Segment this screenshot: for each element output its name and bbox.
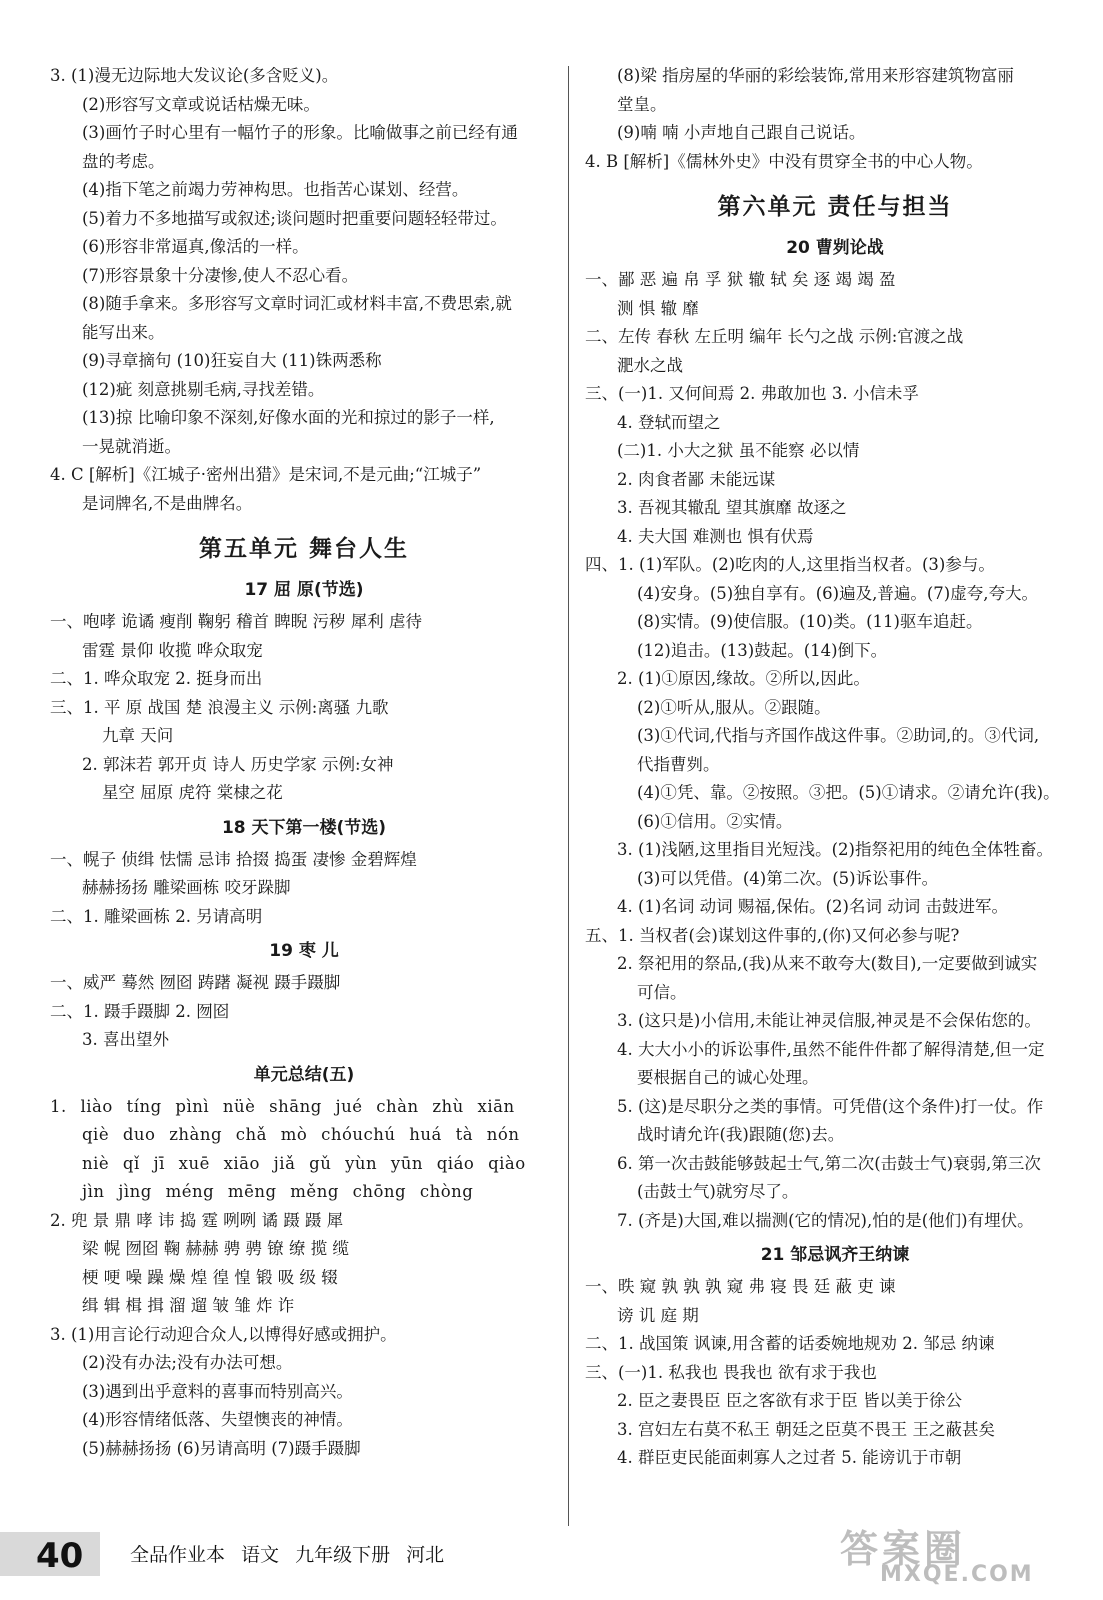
answer-line: 能写出来。 bbox=[82, 322, 165, 342]
answer-line: 2. 臣之妻畏臣 臣之客欲有求于臣 皆以美于徐公 bbox=[617, 1391, 962, 1410]
unit-heading: 第六单元 责任与担当 bbox=[717, 194, 953, 220]
answer-line: 缉 辑 楫 揖 溜 遛 皱 雏 炸 诈 bbox=[82, 1296, 295, 1315]
answer-line: 盘的考虑。 bbox=[82, 151, 165, 171]
answer-line: 6. 第一次击鼓能够鼓起士气,第二次(击鼓士气)衰弱,第三次 bbox=[617, 1153, 1041, 1173]
answer-line: 三、1. 平 原 战国 楚 浪漫主义 示例:离骚 九歌 bbox=[50, 697, 389, 717]
answer-line: 二、1. 雕梁画栋 2. 另请高明 bbox=[50, 906, 263, 926]
lesson-heading: 19 枣 儿 bbox=[269, 941, 339, 961]
answer-line: 4. C [解析]《江城子·密州出猎》是宋词,不是元曲;“江城子” bbox=[50, 465, 482, 484]
answer-line: 3. (1)用言论行动迎合众人,以博得好感或拥护。 bbox=[50, 1324, 397, 1344]
lesson-heading: 17 屈 原(节选) bbox=[244, 580, 364, 600]
lesson-heading: 21 邹忌讽齐王纳谏 bbox=[760, 1245, 910, 1265]
book-title: 全品作业本 语文 九年级下册 河北 bbox=[130, 1544, 445, 1566]
answer-line: 赫赫扬扬 雕梁画栋 咬牙跺脚 bbox=[82, 878, 291, 897]
answer-line: (击鼓士气)就穷尽了。 bbox=[637, 1182, 799, 1201]
answer-line: 四、1. (1)军队。(2)吃肉的人,这里指当权者。(3)参与。 bbox=[585, 555, 995, 574]
answer-line: 二、1. 哗众取宠 2. 挺身而出 bbox=[50, 669, 263, 688]
answer-line: (8)随手拿来。多形容写文章时词汇或材料丰富,不费思索,就 bbox=[82, 294, 512, 313]
answer-line: (8)实情。(9)使信服。(10)类。(11)驱车追赶。 bbox=[637, 612, 983, 631]
watermark-text: 答案圈 bbox=[840, 1527, 967, 1571]
answer-line: (5)着力不多地描写或叙述;谈问题时把重要问题轻轻带过。 bbox=[82, 208, 507, 228]
answer-line: 2. (1)①原因,缘故。②所以,因此。 bbox=[617, 669, 870, 688]
answer-line: 谤 讥 庭 期 bbox=[617, 1305, 699, 1325]
answer-line: 5. (这)是尽职分之类的事情。可凭借(这个条件)打一仗。作 bbox=[617, 1096, 1044, 1116]
answer-line: 二、1. 战国策 讽谏,用含蓄的话委婉地规劝 2. 邹忌 纳谏 bbox=[585, 1334, 995, 1353]
answer-line: (4)①凭、靠。②按照。③把。(5)①请求。②请允许(我)。 bbox=[637, 783, 1060, 802]
answer-line: 3. (这只是)小信用,未能让神灵信服,神灵是不会保佑您的。 bbox=[617, 1011, 1041, 1030]
answer-line: 三、(一)1. 又何间焉 2. 弗敢加也 3. 小信未孚 bbox=[585, 384, 919, 403]
answer-line: (4)指下笔之前竭力劳神构思。也指苦心谋划、经营。 bbox=[82, 180, 469, 199]
answer-line: 测 惧 辙 靡 bbox=[617, 298, 699, 318]
answer-line: jìn jìng méng mēng měng chōng chòng bbox=[82, 1182, 474, 1201]
answer-line: (8)梁 指房屋的华丽的彩绘装饰,常用来形容建筑物富丽 bbox=[617, 66, 1014, 85]
answer-line: 一、鄙 恶 遍 帛 孚 狱 辙 轼 矣 逐 竭 竭 盈 bbox=[585, 270, 896, 289]
page-number: 40 bbox=[36, 1536, 84, 1576]
answer-line: 五、1. 当权者(会)谋划这件事的,(你)又何必参与呢? bbox=[585, 925, 960, 945]
answer-line: 3. (1)浅陋,这里指目光短浅。(2)指祭祀用的纯色全体牲畜。 bbox=[617, 840, 1053, 859]
answer-line: (6)①信用。②实情。 bbox=[637, 811, 793, 831]
answer-line: 一、昳 窥 孰 孰 孰 窥 弗 寝 畏 廷 蔽 吏 谏 bbox=[585, 1277, 896, 1296]
answer-line: (6)形容非常逼真,像活的一样。 bbox=[82, 237, 309, 256]
answer-line: (2)没有办法;没有办法可想。 bbox=[82, 1353, 293, 1372]
watermark-url: MXQE.COM bbox=[880, 1562, 1034, 1587]
answer-line: 堂皇。 bbox=[617, 94, 667, 114]
answer-line: 4. 大大小小的诉讼事件,虽然不能件件都了解得清楚,但一定 bbox=[617, 1039, 1045, 1059]
answer-line: 7. (齐是)大国,难以揣测(它的情况),怕的是(他们)有埋伏。 bbox=[617, 1210, 1034, 1230]
answer-line: 1. liào tíng pìnì nüè shāng jué chàn zhù xiān bbox=[50, 1096, 515, 1116]
answer-line: (4)形容情绪低落、失望懊丧的神情。 bbox=[82, 1410, 353, 1429]
answer-line: 要根据自己的诚心处理。 bbox=[637, 1068, 819, 1087]
answer-line: 4. 夫大国 难测也 惧有伏焉 bbox=[617, 526, 814, 546]
answer-line: 3. 喜出望外 bbox=[82, 1030, 169, 1049]
answer-line: 九章 天问 bbox=[102, 726, 174, 745]
answer-line: 可信。 bbox=[637, 982, 687, 1002]
answer-line: 一晃就消逝。 bbox=[82, 436, 181, 456]
answer-line: (2)①听从,服从。②跟随。 bbox=[637, 697, 831, 717]
answer-line: (12)追击。(13)鼓起。(14)倒下。 bbox=[637, 640, 888, 660]
answer-line: qiè duo zhàng chǎ mò chóuchú huá tà nón bbox=[82, 1125, 520, 1144]
right-column bbox=[585, 62, 1085, 1473]
answer-line: 2. 肉食者鄙 未能远谋 bbox=[617, 469, 776, 489]
answer-line: 2. 兜 景 鼎 哮 讳 捣 霆 咧咧 谲 蹑 蹑 犀 bbox=[50, 1210, 344, 1230]
answer-line: 3. (1)漫无边际地大发议论(多含贬义)。 bbox=[50, 66, 339, 85]
answer-line: (3)①代词,代指与齐国作战这件事。②助词,的。③代词, bbox=[637, 726, 1040, 745]
answer-line: 3. 吾视其辙乱 望其旗靡 故逐之 bbox=[617, 498, 847, 517]
column-divider bbox=[568, 66, 569, 1526]
answer-line: (13)掠 比喻印象不深刻,好像水面的光和掠过的影子一样, bbox=[82, 408, 495, 427]
answer-line: 3. 宫妇左右莫不私王 朝廷之臣莫不畏王 王之蔽甚矣 bbox=[617, 1419, 995, 1439]
watermark-logo bbox=[820, 1518, 1090, 1592]
lesson-heading: 单元总结(五) bbox=[253, 1064, 355, 1085]
page-number-box bbox=[0, 1532, 100, 1576]
answer-line: 4. B [解析]《儒林外史》中没有贯穿全书的中心人物。 bbox=[585, 151, 983, 171]
answer-line: 4. 登轼而望之 bbox=[617, 412, 721, 432]
answer-line: (7)形容景象十分凄惨,使人不忍心看。 bbox=[82, 265, 359, 285]
answer-line: 2. 祭祀用的祭品,(我)从来不敢夸大(数目),一定要做到诚实 bbox=[617, 954, 1038, 973]
left-column bbox=[50, 62, 558, 1463]
answer-line: 一、幌子 侦缉 怯懦 忌讳 拾掇 捣蛋 凄惨 金碧辉煌 bbox=[50, 849, 417, 869]
answer-line: 梗 哽 噪 躁 燥 煌 徨 惶 锻 吸 级 辍 bbox=[82, 1267, 338, 1287]
answer-line: 是词牌名,不是曲牌名。 bbox=[82, 493, 253, 513]
answer-line: (2)形容写文章或说话枯燥无味。 bbox=[82, 94, 320, 114]
answer-line: 代指曹刿。 bbox=[637, 754, 720, 774]
answer-line: 梁 幌 囫囵 鞠 赫赫 骋 骋 镣 缭 揽 缆 bbox=[82, 1239, 349, 1258]
lesson-heading: 18 天下第一楼(节选) bbox=[221, 817, 387, 838]
answer-line: 一、咆哮 诡谲 瘦削 鞠躬 稽首 睥睨 污秽 犀利 虐待 bbox=[50, 612, 422, 631]
answer-line: niè qǐ jī xuē xiāo jiǎ gǔ yùn yūn qiáo qiào bbox=[82, 1153, 526, 1173]
unit-heading: 第五单元 舞台人生 bbox=[198, 536, 409, 562]
answer-line: 4. (1)名词 动词 赐福,保佑。(2)名词 动词 击鼓进军。 bbox=[617, 897, 1008, 916]
answer-line: (二)1. 小大之狱 虽不能察 必以情 bbox=[617, 441, 860, 460]
answer-line: 二、左传 春秋 左丘明 编年 长勺之战 示例:官渡之战 bbox=[585, 327, 964, 346]
answer-line: (5)赫赫扬扬 (6)另请高明 (7)蹑手蹑脚 bbox=[82, 1438, 361, 1458]
answer-line: 一、威严 蓦然 囫囵 踌躇 凝视 蹑手蹑脚 bbox=[50, 973, 341, 992]
answer-line: (4)安身。(5)独自享有。(6)遍及,普遍。(7)虚夸,夸大。 bbox=[637, 583, 1038, 603]
answer-line: 4. 群臣吏民能面刺寡人之过者 5. 能谤讥于市朝 bbox=[617, 1448, 962, 1467]
answer-line: 雷霆 景仰 收揽 哗众取宠 bbox=[82, 640, 263, 660]
lesson-heading: 20 曹刿论战 bbox=[786, 238, 884, 258]
answer-line: (3)画竹子时心里有一幅竹子的形象。比喻做事之前已经有通 bbox=[82, 123, 518, 142]
answer-line: (3)可以凭借。(4)第二次。(5)诉讼事件。 bbox=[637, 868, 939, 888]
answer-line: (9)寻章摘句 (10)狂妄自大 (11)铢两悉称 bbox=[82, 351, 382, 370]
answer-line: 二、1. 蹑手蹑脚 2. 囫囵 bbox=[50, 1001, 230, 1021]
answer-line: (12)疵 刻意挑剔毛病,寻找差错。 bbox=[82, 379, 325, 399]
answer-line: (3)遇到出乎意料的喜事而特别高兴。 bbox=[82, 1381, 353, 1401]
answer-line: 三、(一)1. 私我也 畏我也 欲有求于我也 bbox=[585, 1362, 877, 1382]
answer-line: 2. 郭沫若 郭开贞 诗人 历史学家 示例:女神 bbox=[82, 754, 394, 774]
answer-line: (9)喃 喃 小声地自己跟自己说话。 bbox=[617, 123, 866, 142]
answer-line: 淝水之战 bbox=[617, 355, 683, 375]
answer-line: 星空 屈原 虎符 棠棣之花 bbox=[102, 783, 283, 802]
answer-line: 战时请允许(我)跟随(您)去。 bbox=[637, 1125, 845, 1144]
